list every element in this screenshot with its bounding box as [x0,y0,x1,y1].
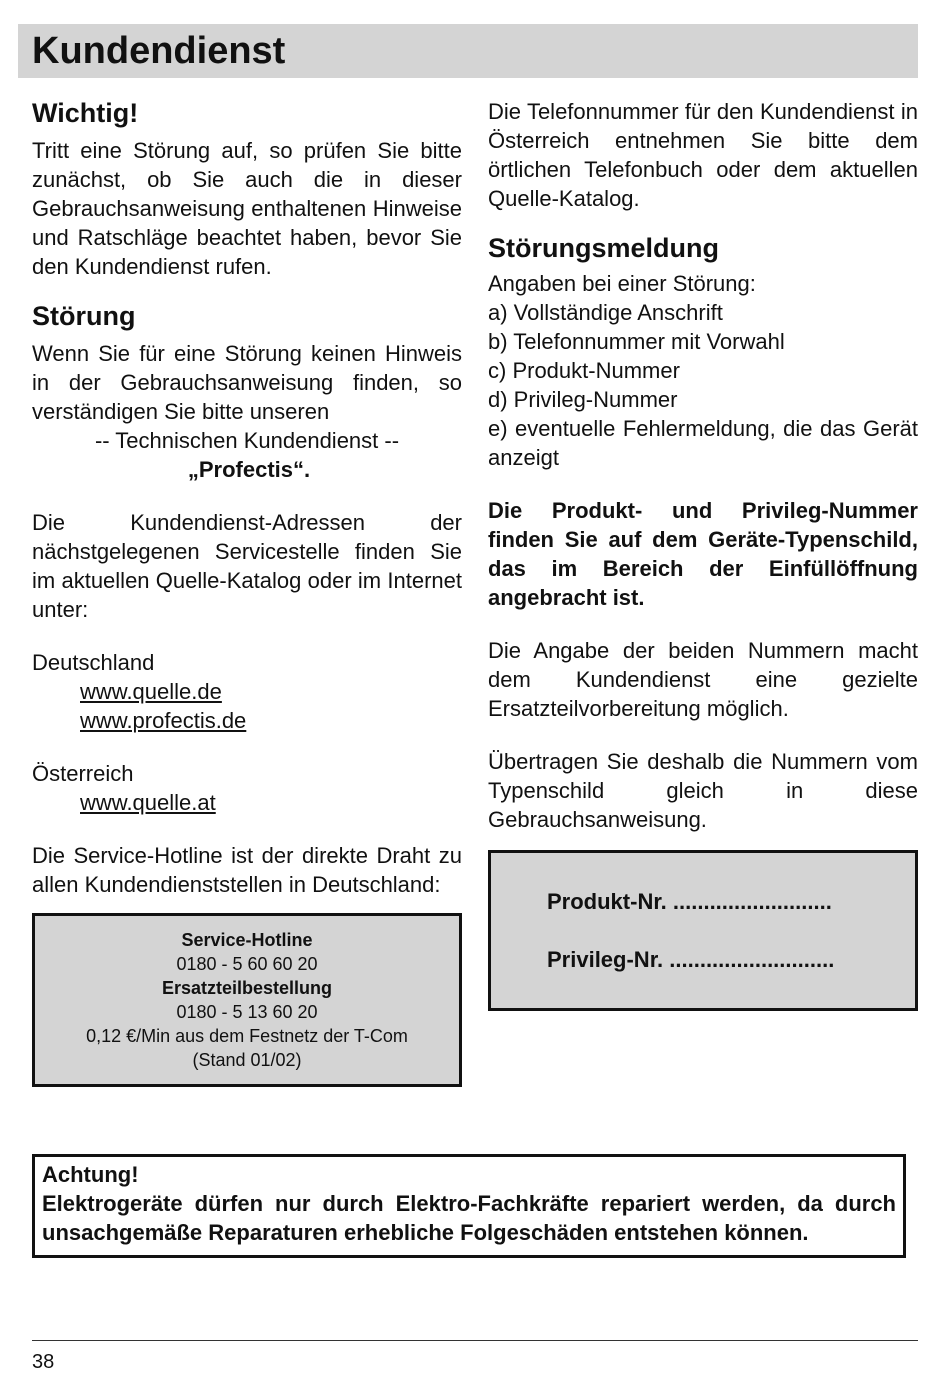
number-entry-box [488,850,918,1011]
hotline-price: 0,12 €/Min aus dem Festnetz der T-Com [86,1026,408,1046]
uebertragen-text: Übertragen Sie deshalb die Nummern vom Typenschild gleich in diese Gebrauchsanweisung. [488,749,918,832]
angaben-item-c: c) Produkt-Nummer [488,358,680,383]
typenschild-note: Die Produkt- und Privileg-Nummer finden Sie auf dem Geräte-Typenschild, das im Bereich der Einfüllöffnung angebracht ist. [488,498,918,610]
oesterreich-label: Österreich [32,761,134,786]
stoerungsmeldung-heading: Störungsmeldung [488,233,719,263]
hotline-stand: (Stand 01/02) [192,1050,302,1070]
adressen-text: Die Kundendienst-Adressen der nächstgelegenen Servicestelle finden Sie im aktuellen Quelle-Katalog oder im Internet unter: [32,510,462,622]
warning-title: Achtung! [42,1162,139,1187]
deutschland-label: Deutschland [32,650,155,675]
page-header [18,24,918,78]
warning-box [32,1154,906,1258]
angaben-item-e: e) eventuelle Fehlermeldung, die das Gerät anzeigt [488,416,918,470]
at-phone-text: Die Telefonnummer für den Kundendienst in Österreich entnehmen Sie bitte dem örtlichen Telefonbuch oder dem aktuellen Quelle-Katalog. [488,99,918,211]
angaben-item-b: b) Telefonnummer mit Vorwahl [488,329,785,354]
stoerung-text: Wenn Sie für eine Störung keinen Hinweis in der Gebrauchsanweisung finden, so verständigen Sie bitte unseren [32,341,462,424]
footer-divider [32,1340,918,1341]
ersatzteil-number: 0180 - 5 13 60 20 [176,1002,318,1022]
link-quelle-de[interactable]: www.quelle.de [80,679,222,704]
hotline-text: Die Service-Hotline ist der direkte Draht zu allen Kundendienststellen in Deutschland: [32,843,462,897]
privileg-nr-field: Privileg-Nr. ........................... [547,947,835,972]
stoerung-heading: Störung [32,301,136,331]
warning-text: Elektrogeräte dürfen nur durch Elektro-Fachkräfte repariert werden, da durch unsachgemäße Reparaturen erhebliche Folgeschäden entstehen können. [42,1191,896,1245]
link-quelle-at[interactable]: www.quelle.at [80,790,216,815]
produkt-nr-field: Produkt-Nr. .......................... [547,889,832,914]
angabe-text: Die Angabe der beiden Nummern macht dem Kundendienst eine gezielte Ersatzteilvorbereitung möglich. [488,638,918,721]
left-column [32,96,462,1087]
hotline-number: 0180 - 5 60 60 20 [176,954,318,974]
page-number: 38 [32,1351,55,1373]
ersatzteil-title: Ersatzteilbestellung [161,978,333,998]
angaben-label: Angaben bei einer Störung: [488,271,756,296]
hotline-title: Service-Hotline [181,930,313,950]
technischer-kundendienst-line: -- Technischen Kundendienst -- [94,428,400,453]
angaben-item-d: d) Privileg-Nummer [488,387,678,412]
link-profectis-de[interactable]: www.profectis.de [80,708,247,733]
page-title: Kundendienst [32,30,286,72]
angaben-item-a: a) Vollständige Anschrift [488,300,723,325]
hotline-box [32,913,462,1087]
wichtig-heading: Wichtig! [32,98,139,128]
profectis-name: „Profectis“. [187,457,311,482]
right-column [488,97,918,1011]
wichtig-text: Tritt eine Störung auf, so prüfen Sie bitte zunächst, ob Sie auch die in dieser Gebrauchsanweisung enthaltenen Hinweise und Ratschläge beachtet haben, bevor Sie den Kundendienst rufen. [32,138,462,279]
